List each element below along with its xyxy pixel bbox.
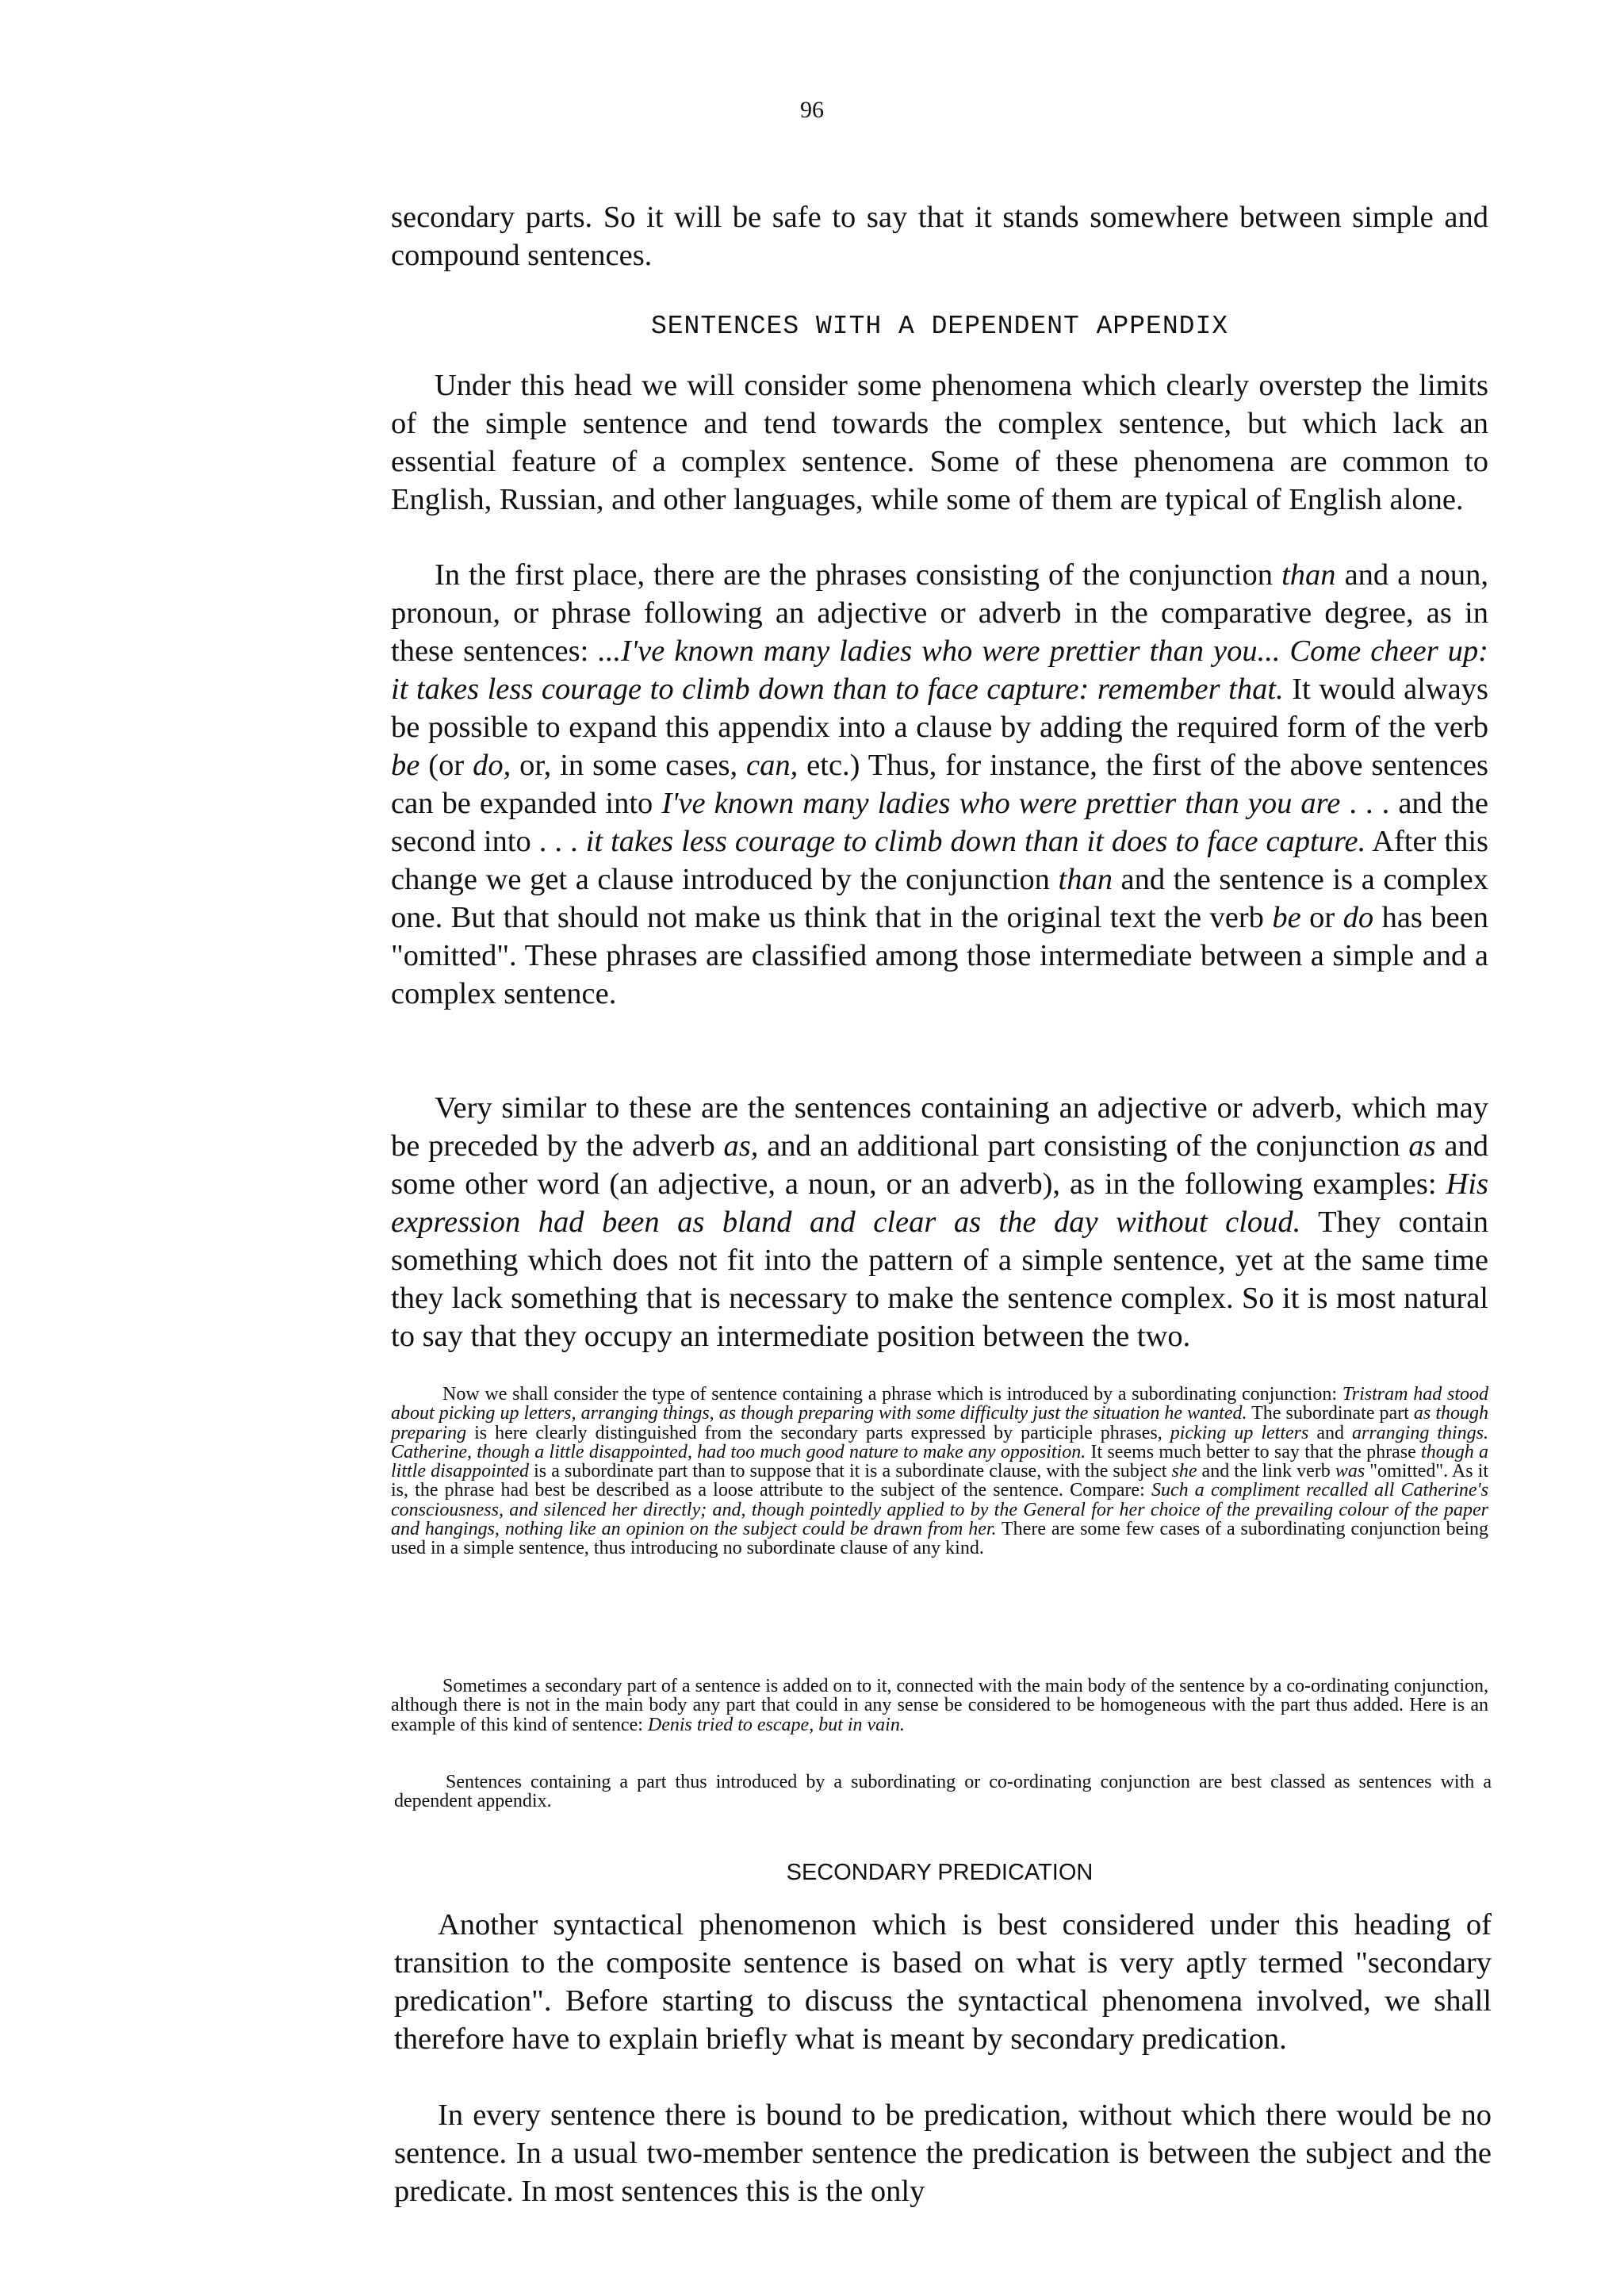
paragraph-predication: In every sentence there is bound to be predication, without which there would be no sentence. In a usual two-member sentence the predication is between the subject and the predicate. In most sentences this is the only [394, 2099, 1492, 2208]
paragraph-intro-appendix: Under this head we will consider some phenomena which clearly overstep the limits of the simple sentence and tend towards the complex sentence, but which lack an essential feature of a complex sentence. Some of these phenomena are common to English, Russian, and other languages, while some of them are typical of English alone. [391, 369, 1488, 516]
paragraph-continued: secondary parts. So it will be safe to say that it stands somewhere between simple and compound sentences. [391, 201, 1488, 272]
paragraph-subordinating-conjunction: Now we shall consider the type of sentence containing a phrase which is introduced by a subordinating conjunction: Tristram had stood about picking up letters, arranging things, as though preparing with some difficulty just the situation he wanted. The subordinate part as though preparing is here clearly distinguished from the secondary parts expressed by participle phrases, picking up letters and arranging things. Catherine, though a little disappointed, had too much good nature to make any opposition. It seems much better to say that the phrase though a little disappointed is a subordinate part than to suppose that it is a subordinate clause, with the subject she and the link verb was "omitted". As it is, the phrase had best be described as a loose attribute to the subject of the sentence. Compare: Such a compliment recalled all Catherine's consciousness, and silenced her directly; and, though pointedly applied to by the General for her choice of the prevailing colour of the paper and hangings, nothing like an opinion on the subject could be drawn from her. There are some few cases of a subordinating conjunction being used in a simple sentence, thus introducing no subordinate clause of any kind. [391, 1384, 1489, 1559]
paragraph-coordinating-conjunction: Sometimes a secondary part of a sentence is added on to it, connected with the main body of the sentence by a co-ordinating conjunction, although there is not in the main body any part that could in any sense be considered to be homogeneous with the part thus added. Here is an example of this kind of sentence: Denis tried to escape, but in vain. [391, 1676, 1488, 1735]
page-number: 96 [800, 97, 824, 123]
section-heading-dependent-appendix: SENTENCES WITH A DEPENDENT APPENDIX [650, 312, 1229, 341]
paragraph-than-phrases: In the first place, there are the phrases consisting of the conjunction than and a noun, pronoun, or phrase following an adjective or adverb in the comparative degree, as in these sentences: ...I've known many ladies who were prettier than you... Come cheer up: it takes less courage to climb down than to face capture: remember that. It would always be possible to expand this appendix into a clause by adding the required form of the verb be (or do, or, in some cases, can, etc.) Thus, for instance, the first of the above sentences can be expanded into I've known many ladies who were prettier than you are . . . and the second into . . . it takes less courage to climb down than it does to face capture. After this change we get a clause introduced by the conjunction than and the sentence is a complex one. But that should not make us think that in the original text the verb be or do has been "omitted". These phrases are classified among those intermediate between a simple and a complex sentence. [391, 558, 1489, 1010]
paragraph-as-phrases: Very similar to these are the sentences containing an adjective or adverb, which may be preceded by the adverb as, and an additional part consisting of the conjunction as and some other word (an adjective, a noun, or an adverb), as in the following examples: His expression had been as bland and clear as the day without cloud. They contain something which does not fit into the pattern of a simple sentence, yet at the same time they lack something that is necessary to make the sentence complex. So it is most natural to say that they occupy an intermediate position between the two. [391, 1091, 1488, 1353]
paragraph-appendix-summary: Sentences containing a part thus introduced by a subordinating or co-ordinating conjunction are best classed as sentences with a dependent appendix. [394, 1772, 1492, 1812]
paragraph-secondary-predication-intro: Another syntactical phenomenon which is best considered under this heading of transition to the composite sentence is based on what is very aptly termed "secondary predication". Before starting to discuss the syntactical phenomena involved, we shall therefore have to explain briefly what is meant by secondary predication. [394, 1908, 1492, 2056]
section-heading-secondary-predication: SECONDARY PREDICATION [786, 1860, 1094, 1885]
